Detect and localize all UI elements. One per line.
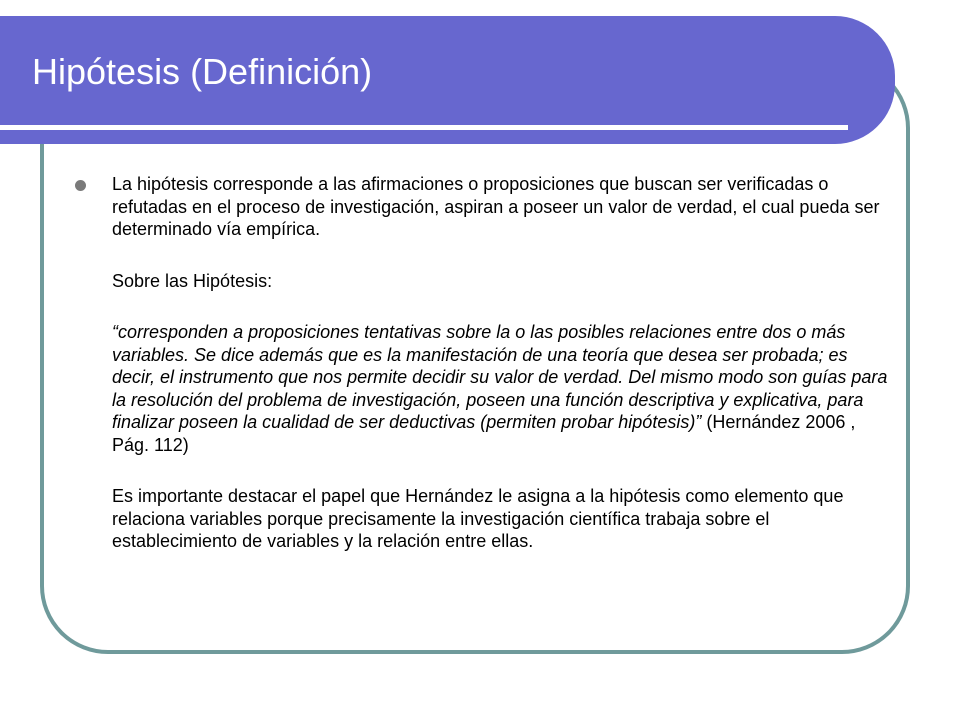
quote-text: “corresponden a proposiciones tentativas sobre la o las posibles relaciones entre dos o más variables. Se dice además que es la manifestación de una teoría que desea ser probada; es decir, el instrumento que nos permite decidir su valor de verdad. Del mismo modo son guías para la resolución del problema de investigación, poseen una función descriptiva y explicativa, para finalizar poseen la cualidad de ser deductivas (permiten probar hipótesis)” bbox=[112, 322, 888, 432]
title-underline-rule bbox=[0, 125, 848, 130]
closing-text: Es importante destacar el papel que Hernández le asigna a la hipótesis como elemento que relaciona variables porque precisamente la investigación científica trabaja sobre el establecimiento de variables y la relación entre ellas. bbox=[112, 486, 844, 551]
subheading-text: Sobre las Hipótesis: bbox=[112, 270, 273, 291]
slide-title: Hipótesis (Definición) bbox=[32, 51, 373, 92]
slide-body bbox=[112, 173, 890, 553]
bullet-dot-icon bbox=[75, 180, 86, 191]
quote-citation: (Hernández 2006 , Pág. 112) bbox=[112, 412, 856, 455]
subheading-paragraph bbox=[112, 270, 890, 293]
definition-text: La hipótesis corresponde a las afirmaciones o proposiciones que buscan ser verificadas o refutadas en el proceso de investigación, aspiran a poseer un valor de verdad, el cual pueda ser determinado vía empírica. bbox=[112, 174, 880, 239]
closing-paragraph bbox=[112, 485, 890, 553]
definition-paragraph bbox=[112, 173, 890, 241]
quote-paragraph bbox=[112, 321, 890, 456]
